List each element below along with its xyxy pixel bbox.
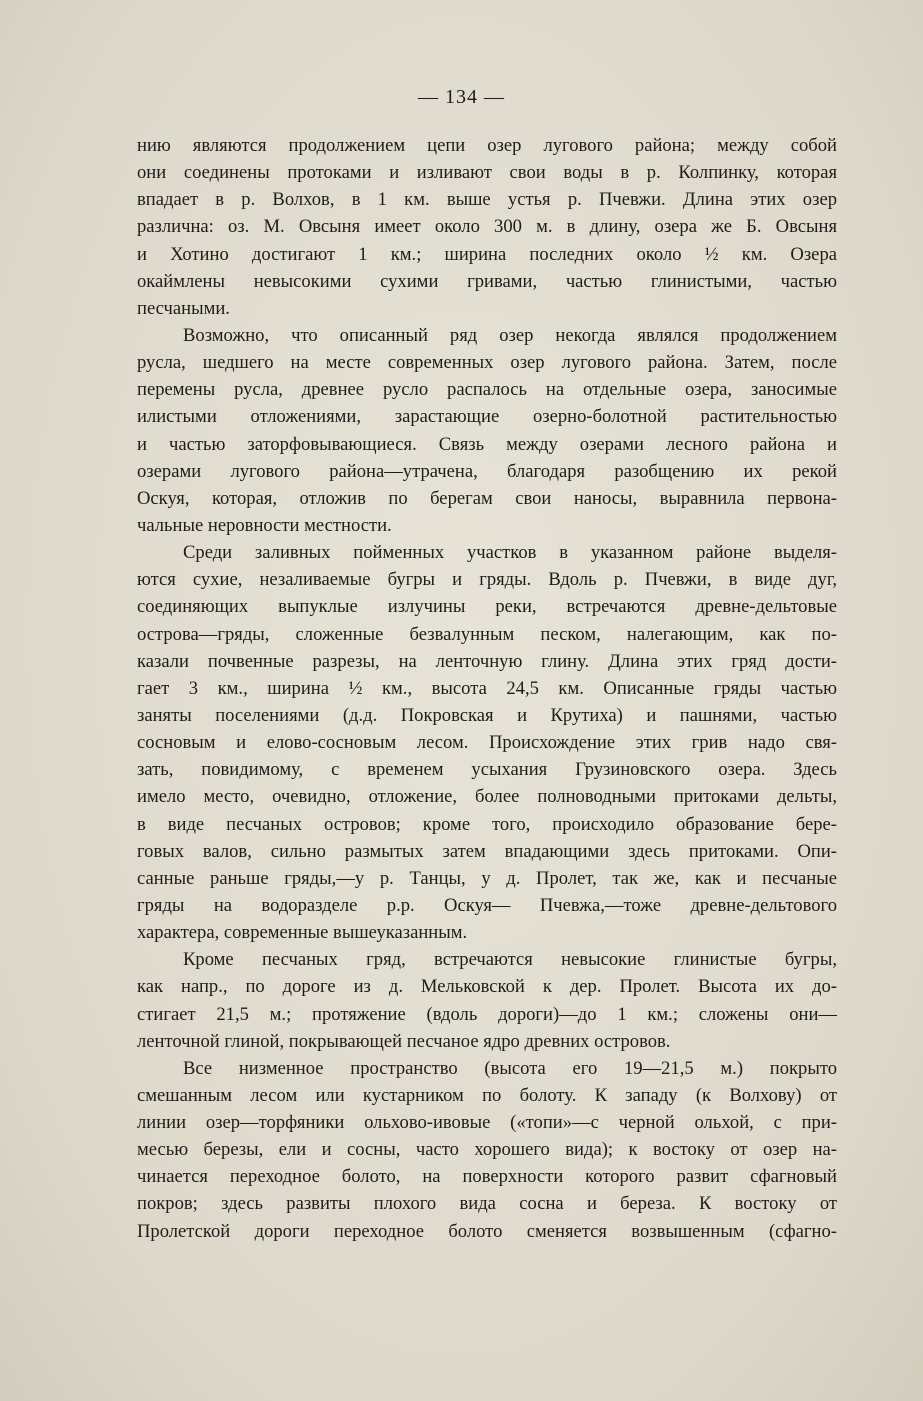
text-line: и Хотино достигают 1 км.; ширина последних около ½ км. Озера: [137, 243, 837, 265]
text-line: Среди заливных пойменных участков в указанном районе выделя-: [183, 542, 837, 564]
text-line: имело место, очевидно, отложение, более полноводными притоками дельты,: [137, 786, 837, 808]
text-line: Оскуя, которая, отложив по берегам свои наносы, выравнила первона-: [137, 487, 837, 509]
text-line: покров; здесь развиты плохого вида сосна и береза. К востоку от: [137, 1193, 837, 1215]
text-line: чинается переходное болото, на поверхности которого развит сфагновый: [137, 1166, 837, 1188]
text-line: острова—гряды, сложенные безвалунным песком, налегающим, как по-: [137, 623, 837, 645]
text-line: русла, шедшего на месте современных озер лугового района. Затем, после: [137, 352, 837, 374]
text-line: смешанным лесом или кустарником по болоту. К западу (к Волхову) от: [137, 1084, 837, 1106]
text-line: как напр., по дороге из д. Мельковской к дер. Пролет. Высота их до-: [137, 976, 837, 998]
text-line: Все низменное пространство (высота его 19—21,5 м.) покрыто: [183, 1057, 837, 1079]
text-line: окаймлены невысокими сухими гривами, частью глинистыми, частью: [137, 270, 837, 292]
text-line: нию являются продолжением цепи озер лугового района; между собой: [137, 135, 837, 156]
text-line: Пролетской дороги переходное болото сменяется возвышенным (сфагно-: [137, 1220, 837, 1242]
text-line: они соединены протоками и изливают свои воды в р. Колпинку, которая: [137, 162, 837, 184]
text-line: линии озер—торфяники ольхово-ивовые («топи»—с черной ольхой, с при-: [137, 1112, 837, 1134]
text-line: озерами лугового района—утрачена, благодаря разобщению их рекой: [137, 460, 837, 482]
text-line: говых валов, сильно размытых затем впадающими здесь притоками. Опи-: [137, 840, 837, 862]
text-line: заняты поселениями (д.д. Покровская и Крутиха) и пашнями, частью: [137, 704, 837, 726]
page-number: — 134 —: [418, 86, 505, 108]
text-line: чальные неровности местности.: [137, 514, 392, 536]
text-line: различна: оз. М. Овсыня имеет около 300 м. в длину, озера же Б. Овсыня: [137, 216, 837, 238]
text-line: ются сухие, незаливаемые бугры и гряды. Вдоль р. Пчевжи, в виде дуг,: [137, 569, 837, 591]
text-line: стигает 21,5 м.; протяжение (вдоль дороги)—до 1 км.; сложены они—: [137, 1003, 837, 1025]
text-line: ленточной глиной, покрывающей песчаное ядро древних островов.: [137, 1030, 671, 1052]
text-line: зать, повидимому, с временем усыхания Грузиновского озера. Здесь: [137, 759, 837, 781]
text-line: впадает в р. Волхов, в 1 км. выше устья р. Пчевжи. Длина этих озер: [137, 189, 837, 211]
text-line: перемены русла, древнее русло распалось на отдельные озера, заносимые: [137, 379, 837, 401]
text-line: Возможно, что описанный ряд озер некогда являлся продолжением: [183, 324, 837, 346]
text-line: гряды на водоразделе р.р. Оскуя— Пчевжа,—тоже древне-дельтового: [137, 894, 837, 916]
text-line: соединяющих выпуклые излучины реки, встречаются древне-дельтовые: [137, 596, 837, 618]
text-line: гает 3 км., ширина ½ км., высота 24,5 км. Описанные гряды частью: [137, 677, 837, 699]
text-line: санные раньше гряды,—у р. Танцы, у д. Пролет, так же, как и песчаные: [137, 867, 837, 889]
text-line: Кроме песчаных гряд, встречаются невысокие глинистые бугры,: [183, 949, 837, 971]
body-text: [137, 132, 837, 1245]
text-line: и частью заторфовывающиеся. Связь между озерами лесного района и: [137, 433, 837, 455]
text-line: характера, современные вышеуказанным.: [137, 922, 468, 944]
text-line: в виде песчаных островов; кроме того, происходило образование бере-: [137, 813, 837, 835]
text-line: песчаными.: [137, 297, 230, 319]
text-line: казали почвенные разрезы, на ленточную глину. Длина этих гряд дости-: [137, 650, 837, 672]
text-line: илистыми отложениями, зарастающие озерно-болотной растительностью: [137, 406, 837, 428]
text-line: сосновым и елово-сосновым лесом. Происхождение этих грив надо свя-: [137, 732, 837, 754]
text-line: месью березы, ели и сосны, часто хорошего вида); к востоку от озер на-: [137, 1139, 837, 1161]
